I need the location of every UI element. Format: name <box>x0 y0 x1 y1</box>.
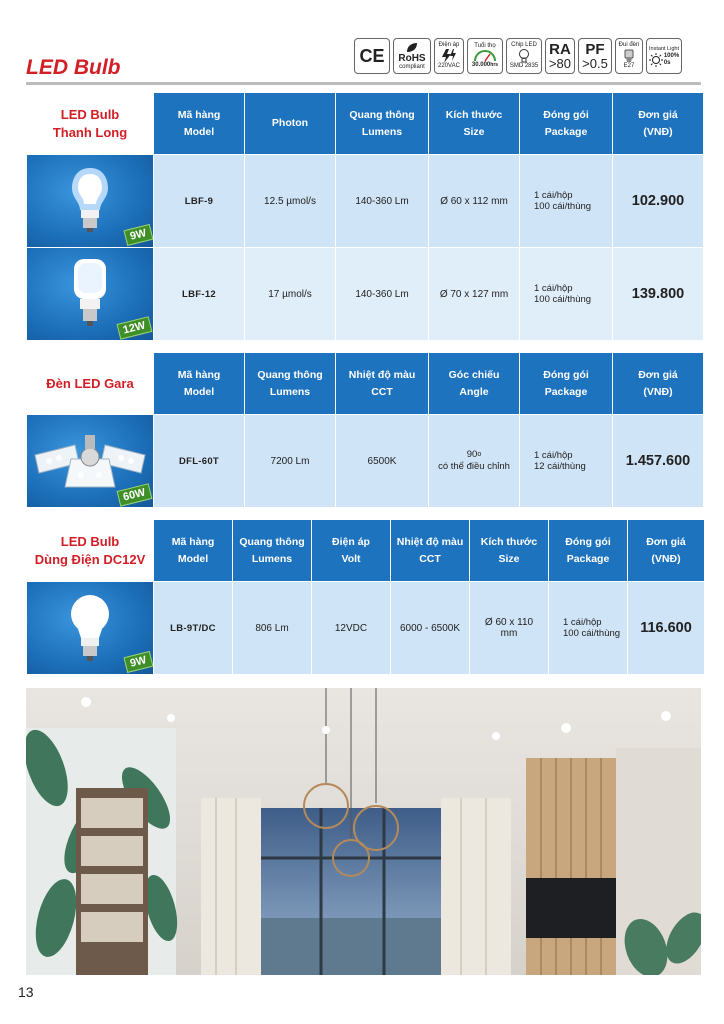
table-den-led-gara <box>26 352 704 508</box>
cell-model: LB-9T/DC <box>154 582 232 674</box>
cell-lumens: 806 Lm <box>233 582 311 674</box>
wattage-badge: 9W <box>123 651 153 673</box>
chip-led-icon: Chip LED SMD 2835 <box>506 38 542 74</box>
sun-icon <box>649 53 663 67</box>
table-led-bulb-dc12v <box>26 519 705 675</box>
page-number: 13 <box>18 984 34 1000</box>
interior-photo <box>26 688 701 975</box>
cell-photon: 12.5 µmol/s <box>245 155 335 247</box>
cell-cct: 6500K <box>336 415 428 507</box>
col-header-price: Đơn giá (VNĐ) <box>613 93 703 154</box>
cell-volt: 12VDC <box>312 582 390 674</box>
cell-package: 1 cái/hộp 12 cái/thùng <box>520 415 612 507</box>
table-row <box>27 248 703 340</box>
lifetime-gauge-icon: Tuổi thọ $30.000^{hrs}$ <box>467 38 503 74</box>
cell-package: 1 cái/hộp 100 cái/thùng <box>549 582 627 674</box>
cell-model: LBF-9 <box>154 155 244 247</box>
section-title: LED Bulb Thanh Long <box>27 93 153 154</box>
cell-photon: 17 µmol/s <box>245 248 335 340</box>
col-header-package: Đóng gói Package <box>520 353 612 414</box>
product-image-lb-9t-dc <box>27 582 153 674</box>
instant-light-icon: Instant Light 100% 0s <box>646 38 682 74</box>
col-header-package: Đóng gói Package <box>549 520 627 581</box>
leaf-icon <box>405 42 419 54</box>
pf-icon: PF >0.5 <box>578 38 612 74</box>
col-header-price: Đơn giá (VNĐ) <box>628 520 704 581</box>
voltage-icon: Điện áp 220VAC <box>434 38 464 74</box>
cell-size: Ø 60 x 110 mm <box>470 582 548 674</box>
cell-lumens: 140-360 Lm <box>336 248 428 340</box>
product-image-lbf-9 <box>27 155 153 247</box>
page-title: LED Bulb <box>26 56 121 79</box>
socket-icon: Đui đèn E27 <box>615 38 643 74</box>
cell-model: DFL-60T <box>154 415 244 507</box>
cell-angle: 90$^o$ có thể điều chỉnh <box>429 415 519 507</box>
led-chip-icon <box>518 49 530 63</box>
col-header-price: Đơn giá (VNĐ) <box>613 353 703 414</box>
bulb-lbf-12-icon <box>68 257 112 331</box>
cell-model: LBF-12 <box>154 248 244 340</box>
living-room-image <box>26 688 701 975</box>
cell-price: 1.457.600 <box>613 415 703 507</box>
table-led-bulb-thanh-long <box>26 92 704 341</box>
wattage-badge: 9W <box>123 224 153 246</box>
cell-price: 102.900 <box>613 155 703 247</box>
ra-icon: RA >80 <box>545 38 575 74</box>
cell-package: 1 cái/hộp 100 cái/thùng <box>520 248 612 340</box>
col-header-photon: Photon <box>245 93 335 154</box>
table-row <box>27 415 703 507</box>
cell-size: Ø 70 x 127 mm <box>429 248 519 340</box>
cell-price: 139.800 <box>613 248 703 340</box>
bulb-lb-9t-icon <box>69 592 111 664</box>
col-header-cct: Nhiệt độ màu CCT <box>391 520 469 581</box>
product-image-dfl-60t <box>27 415 153 507</box>
section-title: LED Bulb Dùng Điện DC12V <box>27 520 153 581</box>
col-header-package: Đóng gói Package <box>520 93 612 154</box>
col-header-lumens: Quang thông Lumens <box>233 520 311 581</box>
title-divider <box>26 82 701 85</box>
col-header-model: Mã hàng Model <box>154 93 244 154</box>
e27-socket-icon <box>624 49 634 63</box>
col-header-lumens: Quang thông Lumens <box>336 93 428 154</box>
col-header-size: Kích thước Size <box>470 520 548 581</box>
col-header-volt: Điện áp Volt <box>312 520 390 581</box>
table-row <box>27 582 704 674</box>
cell-price: 116.600 <box>628 582 704 674</box>
bulb-lbf-9-icon <box>70 166 110 236</box>
cell-lumens: 140-360 Lm <box>336 155 428 247</box>
col-header-model: Mã hàng Model <box>154 520 232 581</box>
lightning-icon <box>441 49 457 63</box>
cell-size: Ø 60 x 112 mm <box>429 155 519 247</box>
garage-light-icon <box>31 431 149 491</box>
table-row <box>27 155 703 247</box>
wattage-badge: 12W <box>117 316 153 339</box>
wattage-badge: 60W <box>117 483 153 506</box>
col-header-cct: Nhiệt độ màu CCT <box>336 353 428 414</box>
ce-mark-icon: CE <box>354 38 390 74</box>
rohs-icon: RoHS compliant <box>393 38 431 74</box>
product-image-lbf-12 <box>27 248 153 340</box>
col-header-lumens: Quang thông Lumens <box>245 353 335 414</box>
cell-cct: 6000 - 6500K <box>391 582 469 674</box>
certification-icons <box>354 38 682 74</box>
col-header-model: Mã hàng Model <box>154 353 244 414</box>
gauge-icon <box>473 50 497 62</box>
col-header-angle: Góc chiếu Angle <box>429 353 519 414</box>
section-title: Đèn LED Gara <box>27 353 153 414</box>
cell-package: 1 cái/hộp 100 cái/thùng <box>520 155 612 247</box>
col-header-size: Kích thước Size <box>429 93 519 154</box>
cell-lumens: 7200 Lm <box>245 415 335 507</box>
